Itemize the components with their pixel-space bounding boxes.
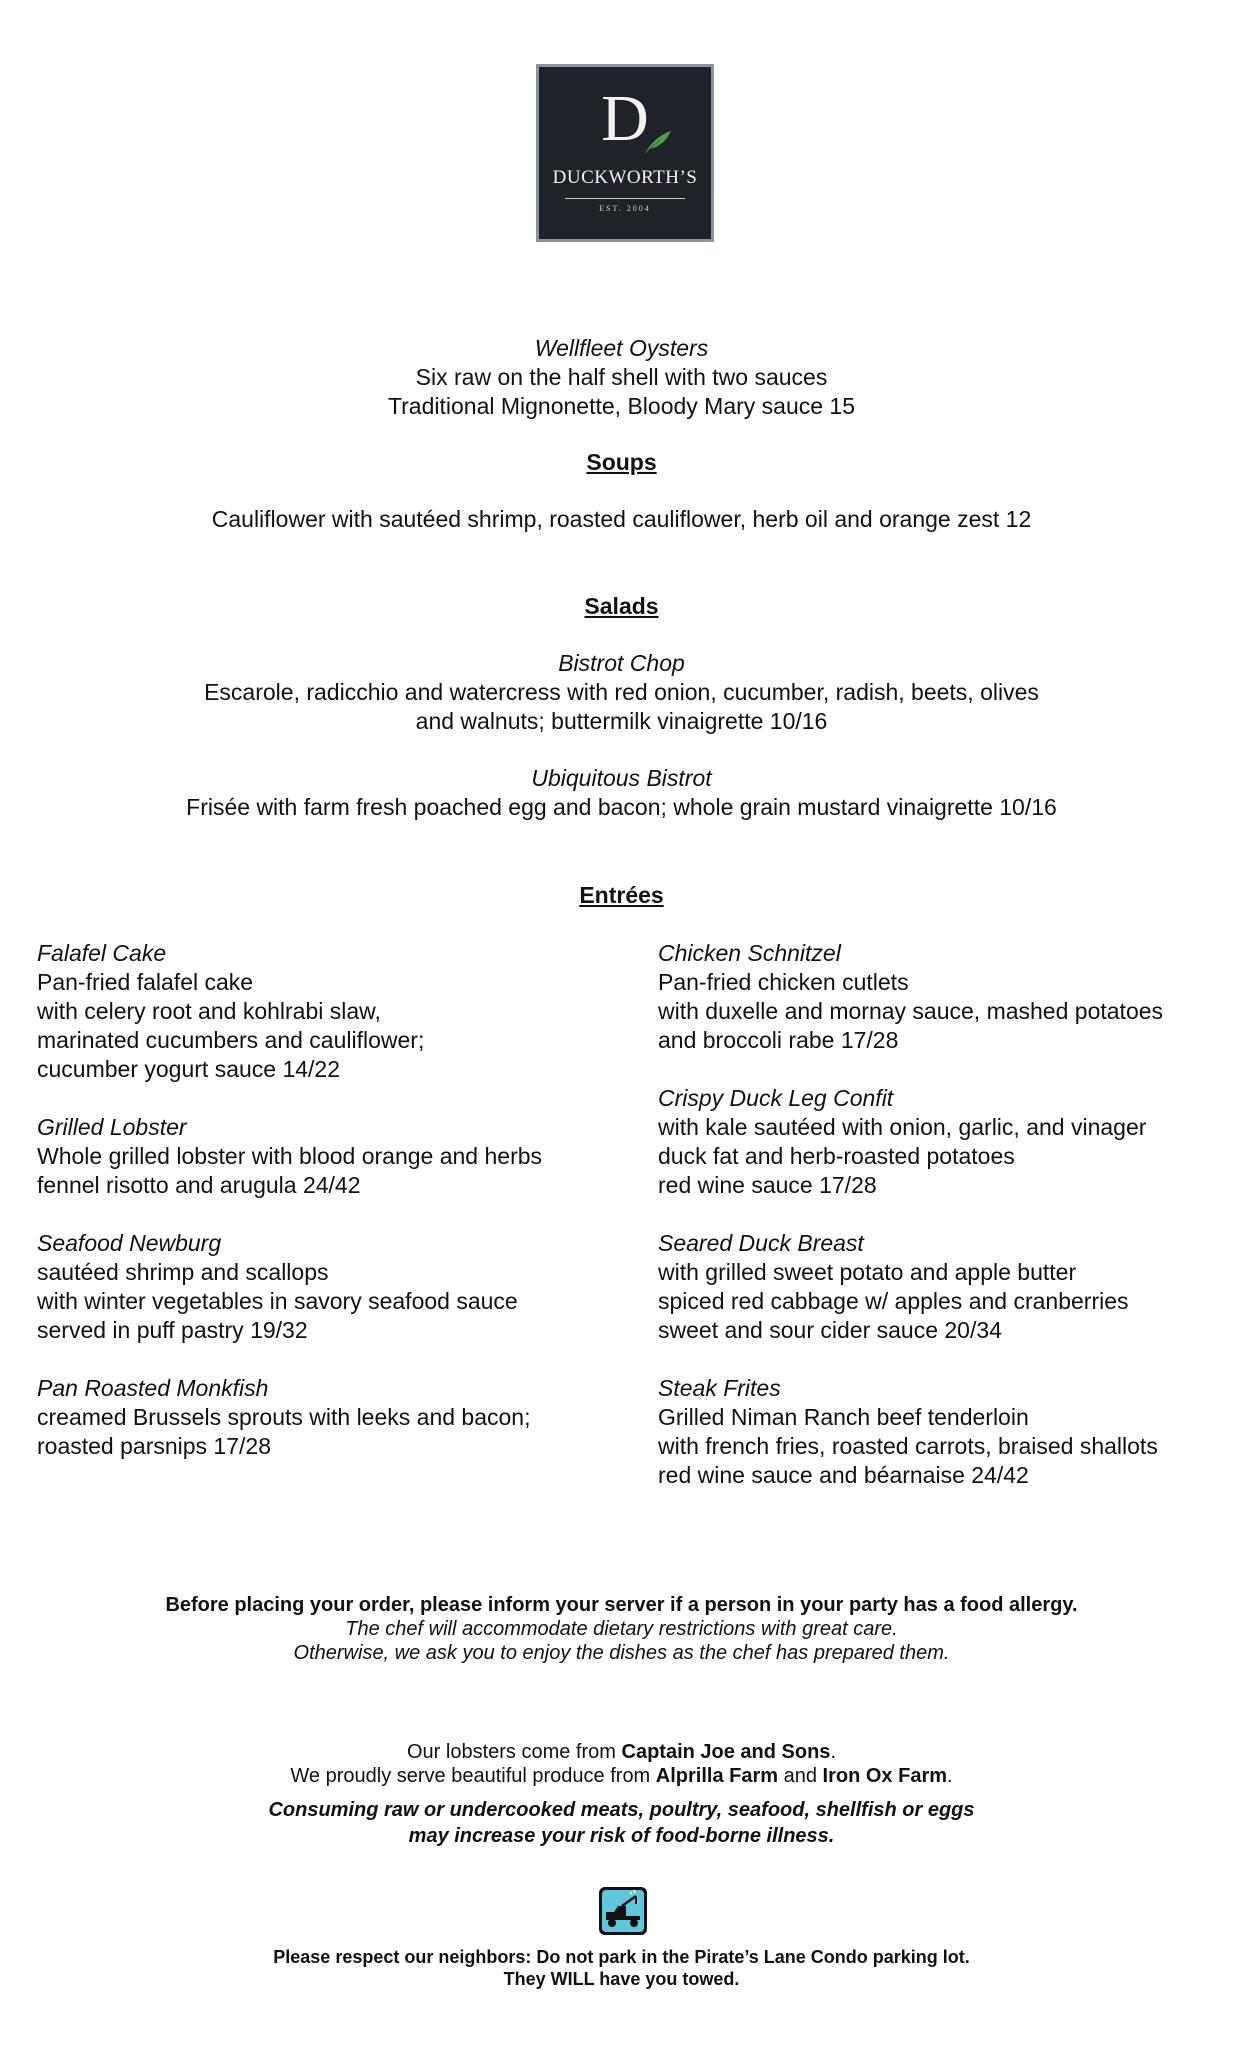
sourcing-notice: [0, 1740, 1243, 1788]
menu-item-name: Crispy Duck Leg Confit: [658, 1085, 894, 1111]
supplier-name: Captain Joe and Sons: [621, 1741, 831, 1763]
entrees-right-column: [658, 939, 1238, 1519]
logo-name: DUCKWORTH’S: [552, 167, 698, 188]
salads-section: [0, 592, 1243, 822]
menu-item-line: red wine sauce and béarnaise 24/42: [658, 1462, 1029, 1488]
menu-item: [37, 1229, 617, 1345]
allergy-line: Otherwise, we ask you to enjoy the dishes as the chef has prepared them.: [293, 1642, 950, 1664]
menu-item-name: Steak Frites: [658, 1375, 781, 1401]
parking-line: Please respect our neighbors: Do not park in the Pirate’s Lane Condo parking lot.: [273, 1947, 970, 1967]
menu-item-line: with french fries, roasted carrots, braised shallots: [658, 1433, 1158, 1459]
menu-item-line: Six raw on the half shell with two sauces: [415, 364, 828, 390]
warning-line: Consuming raw or undercooked meats, poultry, seafood, shellfish or eggs: [268, 1799, 975, 1821]
menu-item-line: Escarole, radicchio and watercress with red onion, cucumber, radish, beets, olives: [204, 679, 1039, 705]
menu-item-line: with duxelle and mornay sauce, mashed potatoes: [658, 998, 1164, 1024]
menu-item-line: marinated cucumbers and cauliflower;: [37, 1027, 425, 1053]
entrees-left-column: [37, 939, 617, 1490]
leaf-icon: [643, 129, 673, 155]
menu-item-line: fennel risotto and arugula 24/42: [37, 1172, 361, 1198]
menu-item-name: Falafel Cake: [37, 940, 167, 966]
menu-item-line: sautéed shrimp and scallops: [37, 1259, 329, 1285]
supplier-name: Alprilla Farm: [655, 1765, 779, 1787]
sourcing-text: We proudly serve beautiful produce from: [290, 1765, 656, 1787]
allergy-notice: [0, 1593, 1243, 1665]
parking-line: They WILL have you towed.: [503, 1969, 740, 1989]
menu-item-line: and walnuts; buttermilk vinaigrette 10/16: [415, 708, 828, 734]
menu-item-line: with winter vegetables in savory seafood sauce: [37, 1288, 518, 1314]
menu-item-line: with kale sautéed with onion, garlic, and vinager: [658, 1114, 1147, 1140]
menu-item-line: Pan-fried falafel cake: [37, 969, 254, 995]
menu-item-line: sweet and sour cider sauce 20/34: [658, 1317, 1002, 1343]
menu-item-line: cucumber yogurt sauce 14/22: [37, 1056, 341, 1082]
sourcing-text: and: [778, 1765, 823, 1787]
menu-item-line: red wine sauce 17/28: [658, 1172, 877, 1198]
menu-item-line: spiced red cabbage w/ apples and cranberries: [658, 1288, 1129, 1314]
supplier-name: Iron Ox Farm: [822, 1765, 948, 1787]
menu-item-line: roasted parsnips 17/28: [37, 1433, 271, 1459]
sourcing-produce-line: [0, 1764, 1243, 1788]
menu-item-name: Seared Duck Breast: [658, 1230, 864, 1256]
menu-item-line: Traditional Mignonette, Bloody Mary sauce 15: [387, 393, 856, 419]
logo-est: EST. 2004: [599, 204, 651, 213]
menu-item-line: creamed Brussels sprouts with leeks and bacon;: [37, 1404, 531, 1430]
restaurant-logo: [536, 64, 714, 242]
menu-item: [37, 1374, 617, 1461]
menu-item-line: duck fat and herb-roasted potatoes: [658, 1143, 1015, 1169]
section-heading: Entrées: [579, 882, 664, 908]
menu-item-name: Pan Roasted Monkfish: [37, 1375, 269, 1401]
menu-item-name: Grilled Lobster: [37, 1114, 187, 1140]
food-safety-warning: [0, 1797, 1243, 1849]
menu-item-name: Seafood Newburg: [37, 1230, 222, 1256]
menu-item: [658, 1229, 1238, 1345]
menu-item-line: served in puff pastry 19/32: [37, 1317, 308, 1343]
logo-letter: D: [601, 82, 649, 155]
sourcing-text: Our lobsters come from: [406, 1741, 622, 1763]
sourcing-text: .: [947, 1765, 953, 1787]
allergy-line: The chef will accommodate dietary restrictions with great care.: [345, 1618, 898, 1640]
menu-item-line: Frisée with farm fresh poached egg and bacon; whole grain mustard vinaigrette 10/16: [186, 794, 1057, 820]
menu-item: [658, 1084, 1238, 1200]
menu-item-name: Chicken Schnitzel: [658, 940, 841, 966]
allergy-bold-line: Before placing your order, please inform your server if a person in your party has a food allergy.: [165, 1594, 1078, 1616]
tow-truck-icon: [598, 1886, 648, 1936]
menu-item-line: with celery root and kohlrabi slaw,: [37, 998, 381, 1024]
menu-item-line: and broccoli rabe 17/28: [658, 1027, 899, 1053]
sourcing-text: .: [830, 1741, 836, 1763]
section-heading: Soups: [586, 449, 657, 475]
menu-item-name: Bistrot Chop: [558, 650, 685, 676]
warning-line: may increase your risk of food-borne illness.: [408, 1825, 835, 1847]
menu-item: [37, 1113, 617, 1200]
menu-item-line: Cauliflower with sautéed shrimp, roasted cauliflower, herb oil and orange zest 12: [211, 506, 1032, 532]
menu-item-line: Grilled Niman Ranch beef tenderloin: [658, 1404, 1029, 1430]
parking-notice: [0, 1946, 1243, 1990]
menu-item: [37, 939, 617, 1084]
menu-item-line: with grilled sweet potato and apple butter: [658, 1259, 1077, 1285]
menu-item-line: Pan-fried chicken cutlets: [658, 969, 909, 995]
menu-item-name: Ubiquitous Bistrot: [531, 765, 712, 791]
menu-item: [658, 939, 1238, 1055]
entrees-section: [0, 881, 1243, 910]
section-heading: Salads: [584, 593, 659, 619]
soups-section: [0, 448, 1243, 534]
menu-item: [658, 1374, 1238, 1490]
sourcing-lobster-line: [0, 1740, 1243, 1764]
logo-rule: [565, 198, 685, 199]
menu-item-line: Whole grilled lobster with blood orange and herbs: [37, 1143, 543, 1169]
raw-bar-section: [0, 334, 1243, 421]
menu-item-name: Wellfleet Oysters: [534, 335, 709, 361]
